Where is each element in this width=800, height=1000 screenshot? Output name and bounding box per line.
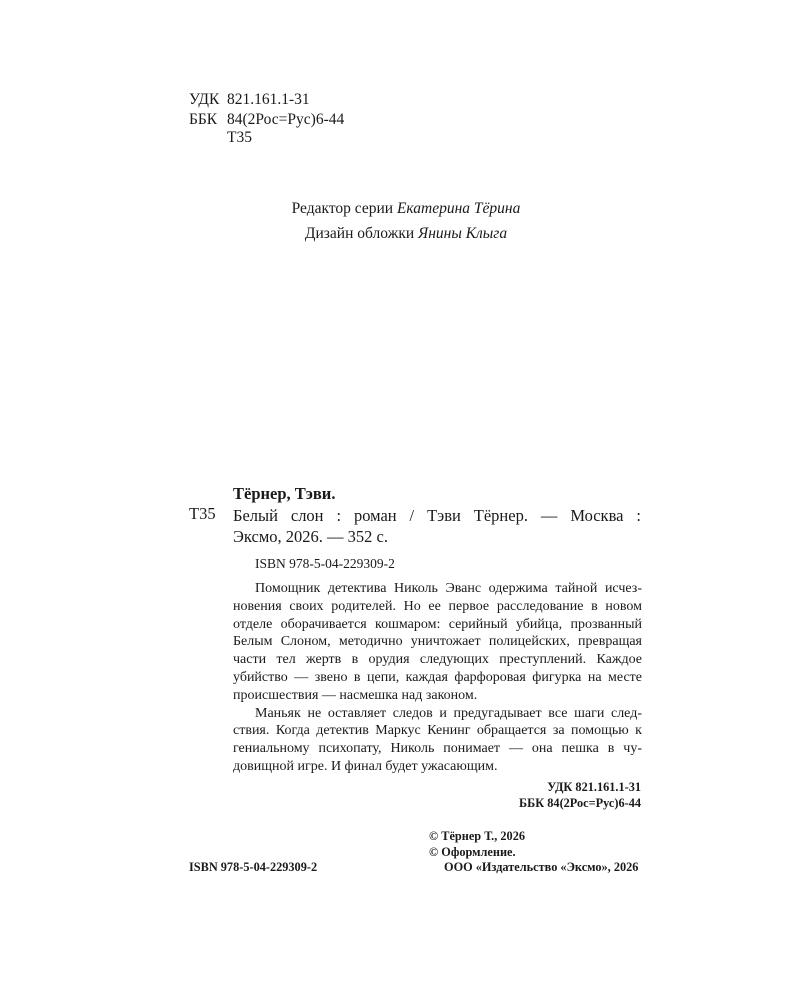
- copyright-block: [429, 829, 638, 876]
- series-editor-credit: [0, 200, 800, 218]
- author-mark: Т35: [227, 129, 252, 146]
- series-editor-prefix: Редактор серии: [291, 200, 394, 217]
- record-title-line2: Эксмо, 2026. — 352 с.: [233, 527, 388, 546]
- bbk-line: [189, 110, 344, 130]
- record-author-mark: Т35: [189, 504, 216, 523]
- series-editor-name: Екатерина Тёрина: [396, 200, 521, 217]
- author-mark-line: [189, 128, 252, 148]
- udk-bottom: УДК 821.161.1-31: [547, 780, 641, 794]
- copyright-publisher: ООО «Издательство «Эксмо», 2026: [444, 860, 639, 874]
- cover-design-credit: [0, 225, 800, 243]
- bbk-bottom: ББК 84(2Рос=Рус)6-44: [519, 796, 641, 810]
- cover-designer-name: Янины Клыга: [418, 225, 508, 242]
- annotation-paragraph-1: Помощник детектива Николь Эванс одержима тайной исчезновения своих родителей. Но ее первое расследование в новом отделе оборачивается кошмаром: серийный убийца, прозванный Белым Слоном, методично уничтожает полицейских, превращая части тел жертв в орудия следующих преступлений. Каждое убийство — звено в цепи, каждая фарфоровая фигурка на месте происшествия — насмешка над законом.: [233, 581, 642, 703]
- annotation-paragraph-2: Маньяк не оставляет следов и предугадывает все шаги следствия. Когда детектив Маркус Кенинг обращается за помощью к гениальному психопату, Николь понимает — она пешка в чудовищной игре. И финал будет ужасающим.: [233, 705, 642, 774]
- bbk-value: 84(2Рос=Рус)6-44: [227, 111, 345, 128]
- classification-bottom: [519, 779, 641, 811]
- udk-line: [189, 90, 310, 110]
- copyright-author: © Тёрнер Т., 2026: [429, 829, 526, 843]
- copyright-design: © Оформление.: [429, 844, 516, 859]
- record-title-line1: Белый слон : роман / Тэви Тёрнер. — Москва :: [233, 506, 641, 525]
- record-isbn: ISBN 978-5-04-229309-2: [255, 556, 395, 571]
- udk-value: 821.161.1-31: [227, 91, 310, 108]
- udk-label: УДК: [189, 91, 220, 108]
- bbk-label: ББК: [189, 111, 218, 128]
- cover-design-prefix: Дизайн обложки: [304, 225, 415, 242]
- record-author: Тёрнер, Тэви.: [233, 484, 336, 503]
- annotation: [233, 580, 642, 776]
- isbn-bottom: ISBN 978-5-04-229309-2: [189, 860, 318, 874]
